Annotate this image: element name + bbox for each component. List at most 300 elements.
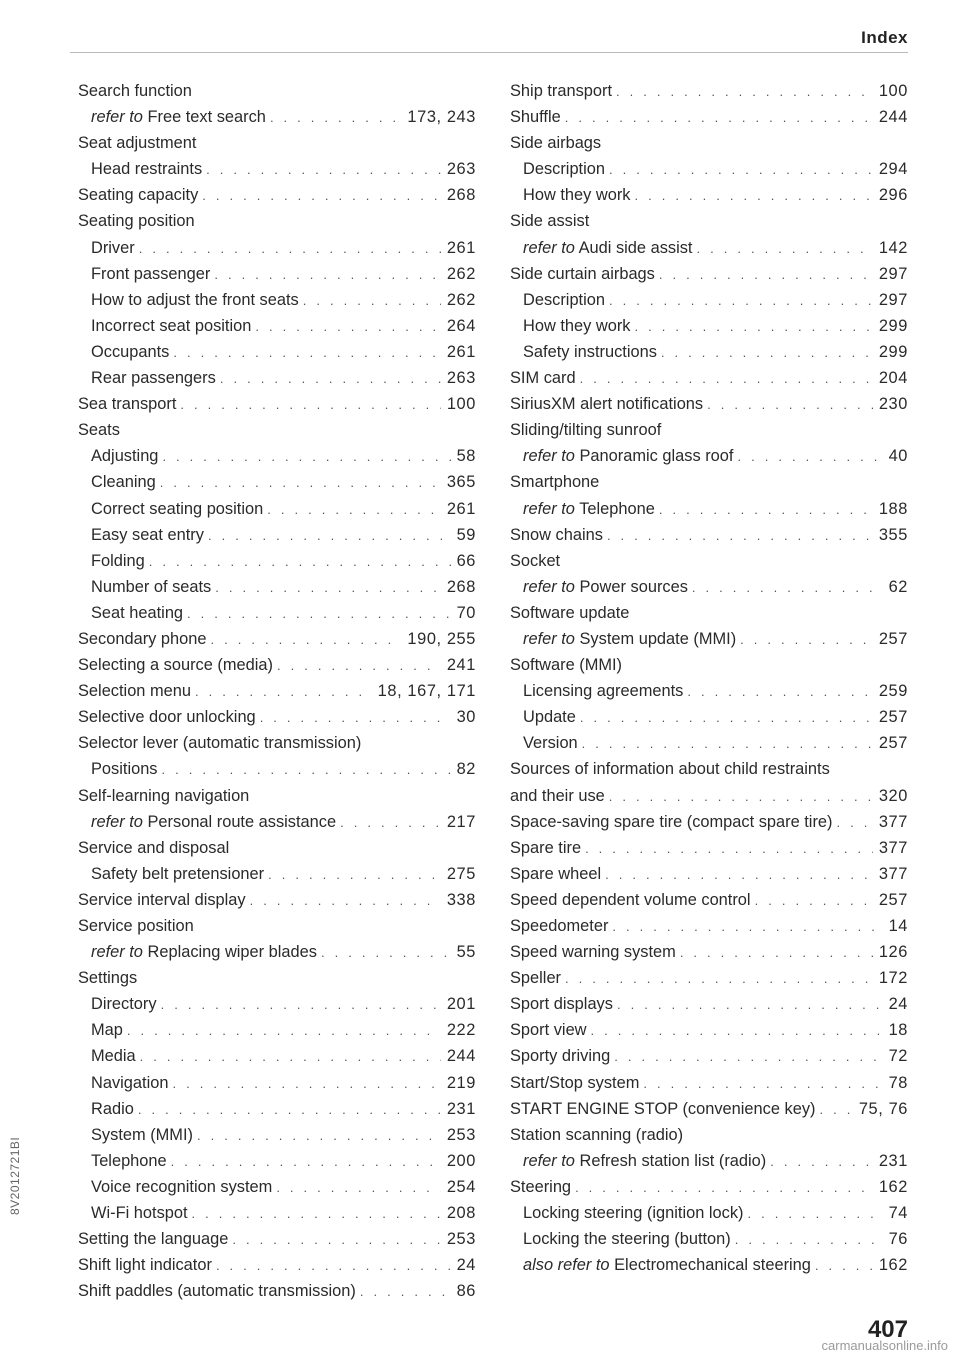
index-entry-label [78, 678, 191, 704]
index-entry-label [510, 104, 561, 130]
index-entry [78, 861, 476, 887]
index-entry [78, 339, 476, 365]
cross-reference-prefix: refer to [523, 238, 575, 257]
index-entry-label [510, 261, 655, 287]
dot-leader [267, 497, 441, 523]
index-entry-label [510, 1174, 571, 1200]
index-page-reference: 275 [446, 864, 476, 883]
index-page-reference: 268 [446, 186, 476, 205]
index-page-reference: 254 [446, 1177, 476, 1196]
index-entry [510, 809, 908, 835]
index-page-reference: 30 [456, 708, 476, 727]
dot-leader [565, 105, 873, 131]
index-entry-label [91, 574, 211, 600]
cross-reference-prefix: refer to [91, 943, 143, 962]
index-page-reference: 55 [456, 943, 476, 962]
dot-leader [605, 862, 873, 888]
index-entry [510, 783, 908, 809]
index-entry-label [91, 1122, 193, 1148]
index-heading [78, 835, 476, 861]
index-entry-text: Radio [91, 1099, 134, 1118]
index-entry-text: Adjusting [91, 447, 159, 466]
index-heading-text: Software update [510, 603, 630, 622]
index-entry-label [510, 809, 832, 835]
cross-reference-prefix: refer to [523, 447, 575, 466]
index-entry [510, 443, 908, 469]
index-entry-label [91, 809, 336, 835]
index-entry-text: Speed warning system [510, 943, 676, 962]
index-page-reference: 100 [446, 395, 476, 414]
index-entry-text: Number of seats [91, 577, 212, 596]
dot-leader [634, 183, 872, 209]
index-heading-text: Search function [78, 82, 192, 100]
index-page-reference: 62 [888, 577, 908, 596]
index-page-reference: 259 [878, 682, 908, 701]
index-entry [510, 1226, 908, 1252]
dot-leader [321, 940, 451, 966]
index-entry [78, 1148, 476, 1174]
index-entry [78, 1252, 476, 1278]
dot-leader [836, 810, 872, 836]
index-entry-text: Free text search [147, 108, 266, 127]
page-number: 407 [867, 1316, 908, 1343]
dot-leader [197, 1123, 441, 1149]
index-entry-text: How they work [523, 316, 631, 335]
dot-leader [232, 1227, 440, 1253]
dot-leader [149, 549, 451, 575]
index-entry [78, 469, 476, 495]
dot-leader [139, 236, 441, 262]
index-page-reference: 299 [878, 316, 908, 335]
index-heading [78, 208, 476, 234]
dot-leader [162, 444, 450, 470]
index-page-reference: 162 [878, 1177, 908, 1196]
index-entry [510, 1043, 908, 1069]
index-entry [510, 835, 908, 861]
dot-leader [215, 575, 441, 601]
index-entry-label [523, 574, 688, 600]
index-entry-text: Easy seat entry [91, 525, 204, 544]
index-entry-label [510, 1017, 587, 1043]
index-page-reference: 219 [446, 1073, 476, 1092]
index-heading-text: Station scanning (radio) [510, 1125, 684, 1144]
index-entry-label [78, 1252, 212, 1278]
index-heading-text: Sources of information about child restraints [510, 760, 830, 779]
index-entry-label [510, 939, 676, 965]
index-page-reference: 208 [446, 1204, 476, 1223]
index-entry [510, 496, 908, 522]
dot-leader [735, 1227, 883, 1253]
index-page-reference: 200 [446, 1151, 476, 1170]
index-entry-label [523, 339, 657, 365]
index-entry-label [78, 1226, 228, 1252]
index-entry-label [510, 78, 612, 104]
cross-reference-prefix: refer to [523, 577, 575, 596]
index-page-reference: 86 [456, 1282, 476, 1301]
index-heading-text: Settings [78, 969, 138, 988]
index-page-reference: 264 [446, 316, 476, 335]
index-entry-label [510, 522, 603, 548]
index-entry-label [91, 1070, 168, 1096]
index-entry-text: Start/Stop system [510, 1073, 640, 1092]
index-entry-text: Refresh station list (radio) [579, 1151, 767, 1170]
index-entry [510, 391, 908, 417]
index-entry [78, 156, 476, 182]
index-page-reference: 261 [446, 342, 476, 361]
index-heading [510, 469, 908, 495]
dot-leader [696, 236, 872, 262]
index-entry-text: Locking the steering (button) [523, 1230, 731, 1249]
index-entry-text: Rear passengers [91, 369, 216, 388]
index-entry-label [91, 469, 156, 495]
index-page-reference: 257 [878, 629, 908, 648]
index-entry [510, 913, 908, 939]
index-entry-text: Shuffle [510, 108, 561, 127]
index-page-reference: 257 [878, 890, 908, 909]
index-entry [78, 391, 476, 417]
index-entry-text: Setting the language [78, 1230, 229, 1249]
index-entry [78, 548, 476, 574]
index-entry-text: Description [523, 290, 605, 309]
index-page-reference: 40 [888, 447, 908, 466]
index-entry-label [78, 704, 256, 730]
index-entry-text: Safety belt pretensioner [91, 864, 265, 883]
dot-leader [160, 470, 441, 496]
dot-leader [268, 862, 441, 888]
index-page-reference: 188 [878, 499, 908, 518]
index-entry-label [510, 1070, 639, 1096]
dot-leader [575, 1175, 873, 1201]
index-entry [78, 809, 476, 835]
index-entry [510, 313, 908, 339]
index-entry [78, 522, 476, 548]
index-entry-label [523, 235, 692, 261]
index-entry-text: Selective door unlocking [78, 708, 256, 727]
index-page-reference: 222 [446, 1021, 476, 1040]
index-entry-label [91, 261, 210, 287]
index-page-reference: 338 [446, 890, 476, 909]
index-entry-text: Sporty driving [510, 1047, 611, 1066]
cross-reference-prefix: refer to [523, 629, 575, 648]
index-entry [78, 1174, 476, 1200]
index-heading-text: Seating position [78, 212, 195, 231]
index-heading [78, 913, 476, 939]
dot-leader [195, 679, 372, 705]
dot-leader [659, 262, 873, 288]
index-entry-text: Positions [91, 760, 158, 779]
index-entry [510, 1096, 908, 1122]
index-entry-label [523, 287, 605, 313]
dot-leader [208, 523, 451, 549]
dot-leader [692, 575, 883, 601]
cross-reference-prefix: refer to [91, 108, 143, 127]
index-entry [510, 887, 908, 913]
index-entry [510, 261, 908, 287]
index-page-reference: 72 [888, 1047, 908, 1066]
index-page-reference: 297 [878, 290, 908, 309]
index-entry-label [78, 182, 198, 208]
index-entry-label [78, 652, 273, 678]
index-entry-label [91, 1174, 272, 1200]
index-heading-text: Socket [510, 551, 561, 570]
index-page-reference: 262 [446, 264, 476, 283]
index-page-reference: 142 [878, 238, 908, 257]
index-entry [78, 704, 476, 730]
index-entry-text: How to adjust the front seats [91, 290, 299, 309]
index-entry-label [91, 1148, 167, 1174]
index-entry [510, 678, 908, 704]
index-entry-label [510, 913, 608, 939]
index-page-reference: 78 [888, 1073, 908, 1092]
index-page-reference: 70 [456, 603, 476, 622]
cross-reference-prefix: refer to [523, 499, 575, 518]
index-page-reference: 18 [888, 1021, 908, 1040]
index-entry [78, 104, 476, 130]
index-entry [78, 652, 476, 678]
index-page-reference: 58 [456, 447, 476, 466]
cross-reference-prefix: also refer to [523, 1256, 610, 1275]
index-entry [78, 1017, 476, 1043]
index-entry-text: Cleaning [91, 473, 156, 492]
index-page-reference: 190, 255 [407, 629, 476, 648]
index-heading-text: Seats [78, 421, 120, 440]
index-entry-text: Electromechanical steering [614, 1256, 811, 1275]
index-entry [78, 313, 476, 339]
dot-leader [770, 1149, 873, 1175]
index-entry-label [523, 313, 630, 339]
index-page-reference: 172 [878, 969, 908, 988]
index-entry-label [510, 391, 703, 417]
index-entry [78, 261, 476, 287]
dot-leader [127, 1018, 441, 1044]
dot-leader [138, 1097, 441, 1123]
watermark-text: carmanualsonline.info [821, 1338, 948, 1353]
index-entry-text: Seating capacity [78, 186, 199, 205]
index-entry [510, 235, 908, 261]
index-entry-label [91, 756, 158, 782]
index-page-reference: 244 [878, 108, 908, 127]
dot-leader [643, 1071, 882, 1097]
index-entry [510, 1017, 908, 1043]
index-page-reference: 261 [446, 499, 476, 518]
index-entry-text: Audi side assist [578, 238, 693, 257]
index-entry [78, 365, 476, 391]
index-entry-label [91, 287, 299, 313]
index-page-reference: 377 [878, 864, 908, 883]
index-page-reference: 244 [446, 1047, 476, 1066]
index-entry-label [523, 1226, 731, 1252]
dot-leader [340, 810, 441, 836]
index-entry-text: Occupants [91, 342, 170, 361]
document-code: 8V2012721BI [8, 1136, 22, 1215]
index-entry-label [523, 1252, 811, 1278]
index-entry-text: Wi-Fi hotspot [91, 1204, 188, 1223]
index-heading-text: Software (MMI) [510, 656, 623, 675]
index-entry-label [523, 1148, 766, 1174]
index-page-reference: 263 [446, 160, 476, 179]
index-page-reference: 299 [878, 342, 908, 361]
index-entry-text: Personal route assistance [147, 812, 337, 831]
index-page-reference: 75, 76 [858, 1099, 908, 1118]
dot-leader [220, 366, 441, 392]
dot-leader [819, 1097, 852, 1123]
index-entry [78, 678, 476, 704]
index-page-reference: 268 [446, 577, 476, 596]
index-entry-text: Snow chains [510, 525, 603, 544]
dot-leader [580, 366, 873, 392]
index-entry-text: Selection menu [78, 682, 191, 701]
index-entry [510, 287, 908, 313]
dot-leader [171, 1149, 441, 1175]
index-entry [510, 365, 908, 391]
index-entry-text: SiriusXM alert notifications [510, 395, 704, 414]
index-entry [78, 1096, 476, 1122]
dot-leader [187, 601, 451, 627]
index-entry-label [510, 365, 576, 391]
index-entry-text: Power sources [579, 577, 688, 596]
index-column-left [78, 78, 476, 1304]
index-entry [510, 1174, 908, 1200]
index-entry-text: Seat heating [91, 603, 184, 622]
dot-leader [680, 940, 873, 966]
dot-leader [173, 340, 440, 366]
index-page-reference: 365 [446, 473, 476, 492]
index-entry-label [91, 496, 263, 522]
index-entry-label [510, 1043, 610, 1069]
index-page-reference: 263 [446, 369, 476, 388]
index-heading [510, 600, 908, 626]
index-entry-text: Sea transport [78, 395, 177, 414]
index-entry [510, 156, 908, 182]
dot-leader [276, 1175, 441, 1201]
index-entry-label [91, 600, 183, 626]
index-entry-label [510, 991, 613, 1017]
index-entry-label [91, 1043, 136, 1069]
dot-leader [609, 784, 873, 810]
index-heading-text: Side airbags [510, 134, 602, 153]
dot-leader [585, 836, 873, 862]
index-entry-text: Safety instructions [523, 342, 657, 361]
index-page-reference: 14 [888, 917, 908, 935]
index-entry [78, 1122, 476, 1148]
index-entry-text: Speed dependent volume control [510, 890, 751, 909]
index-entry-text: Panoramic glass roof [579, 447, 734, 466]
dot-leader [815, 1253, 873, 1279]
index-page-reference: 297 [878, 264, 908, 283]
index-heading-text: Selector lever (automatic transmission) [78, 734, 362, 753]
index-entry [510, 704, 908, 730]
dot-leader [740, 627, 873, 653]
index-heading [78, 965, 476, 991]
index-entry-text: Telephone [579, 499, 655, 518]
dot-leader [737, 444, 882, 470]
index-page-reference: 294 [878, 160, 908, 179]
index-heading [510, 130, 908, 156]
index-entry [78, 939, 476, 965]
index-entry-text: Service interval display [78, 890, 246, 909]
index-entry [78, 1278, 476, 1304]
index-entry [78, 887, 476, 913]
index-entry-text: Speedometer [510, 917, 609, 935]
index-page-reference: 355 [878, 525, 908, 544]
index-entry-text: Speller [510, 969, 562, 988]
index-entry-label [78, 391, 176, 417]
index-entry [78, 443, 476, 469]
index-page-reference: 76 [888, 1230, 908, 1249]
index-entry-label [91, 1017, 123, 1043]
index-page-reference: 18, 167, 171 [377, 682, 476, 701]
dot-leader [303, 288, 441, 314]
index-entry-label [510, 783, 605, 809]
index-entry [78, 574, 476, 600]
dot-leader [707, 392, 873, 418]
index-entry [510, 626, 908, 652]
index-entry [510, 574, 908, 600]
index-page-reference: 296 [878, 186, 908, 205]
index-page-reference: 162 [878, 1256, 908, 1275]
index-heading [78, 130, 476, 156]
index-entry [78, 1226, 476, 1252]
header-divider [70, 52, 908, 53]
index-entry-text: Telephone [91, 1151, 167, 1170]
dot-leader [260, 705, 451, 731]
index-entry-text: Sport displays [510, 995, 613, 1014]
dot-leader [161, 992, 441, 1018]
index-entry-label [523, 704, 576, 730]
index-page-reference: 231 [446, 1099, 476, 1118]
index-entry [78, 991, 476, 1017]
index-entry-label [91, 313, 251, 339]
index-page-reference: 262 [446, 290, 476, 309]
index-page-reference: 253 [446, 1230, 476, 1249]
index-entry [510, 339, 908, 365]
index-heading [510, 1122, 908, 1148]
index-heading [510, 417, 908, 443]
dot-leader [216, 1253, 451, 1279]
dot-leader [607, 523, 873, 549]
index-entry-text: Version [523, 734, 578, 753]
dot-leader [659, 497, 873, 523]
index-entry-text: Driver [91, 238, 135, 257]
index-entry-text: Replacing wiper blades [147, 943, 317, 962]
index-entry-label [91, 861, 264, 887]
index-entry-text: Space-saving spare tire (compact spare tire) [510, 812, 833, 831]
dot-leader [609, 157, 873, 183]
index-entry [78, 600, 476, 626]
index-page-reference: 231 [878, 1151, 908, 1170]
index-entry [78, 1200, 476, 1226]
index-entry-text: and their use [510, 786, 605, 805]
index-entry-label [91, 548, 145, 574]
index-entry-label [510, 965, 561, 991]
index-entry-label [91, 991, 157, 1017]
index-page-reference: 230 [878, 395, 908, 414]
index-column-right [510, 78, 908, 1278]
index-entry-label [523, 626, 736, 652]
index-entry [510, 730, 908, 756]
index-entry [510, 104, 908, 130]
index-entry-text: Correct seating position [91, 499, 264, 518]
index-entry-label [510, 835, 581, 861]
index-entry [78, 1070, 476, 1096]
index-entry-text: Voice recognition system [91, 1177, 273, 1196]
index-page-reference: 253 [446, 1125, 476, 1144]
index-entry [78, 182, 476, 208]
index-entry-text: Shift light indicator [78, 1256, 212, 1275]
index-entry-label [91, 104, 266, 130]
index-entry-label [523, 156, 605, 182]
index-entry-label [523, 1200, 743, 1226]
